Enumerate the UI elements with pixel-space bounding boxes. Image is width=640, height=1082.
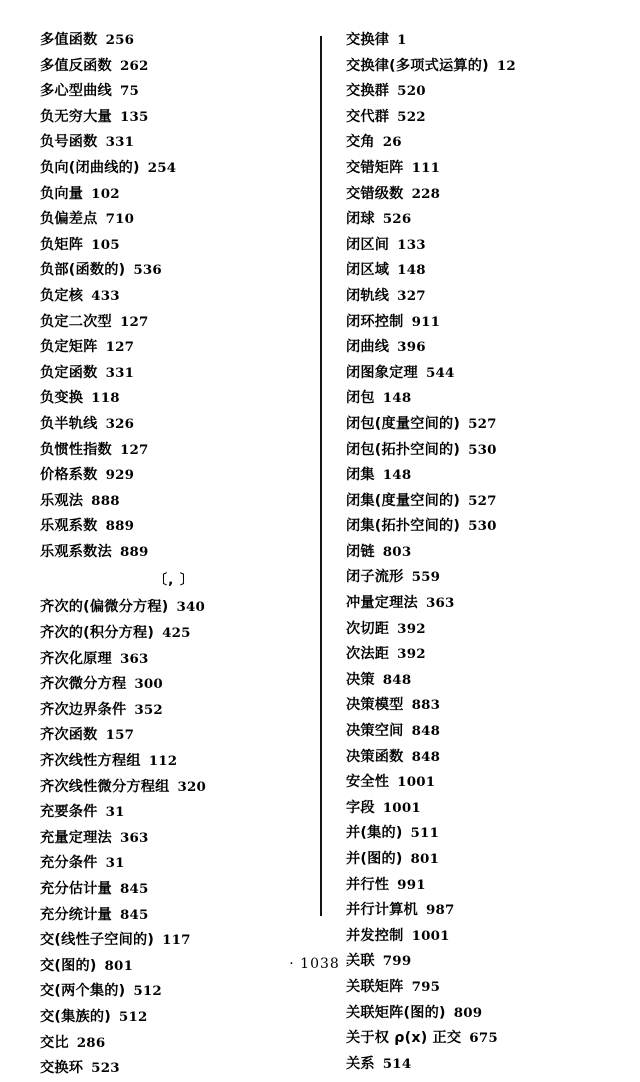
entry-page-number: 801 bbox=[410, 851, 440, 867]
entry-page-number: 228 bbox=[411, 185, 441, 202]
index-entry bbox=[40, 672, 308, 698]
entry-term: 闭曲线 bbox=[346, 339, 390, 356]
index-entry bbox=[346, 745, 610, 771]
entry-page-number: 31 bbox=[105, 804, 125, 821]
entry-page-number: 845 bbox=[119, 906, 149, 923]
left-entries-before-mark bbox=[40, 28, 308, 565]
entry-term: 闭子流形 bbox=[346, 569, 404, 586]
entry-term: 乐观法 bbox=[40, 492, 84, 509]
index-entry bbox=[346, 207, 610, 233]
entry-term: 闭集 bbox=[346, 467, 375, 484]
index-entry bbox=[346, 796, 610, 822]
right-entries bbox=[346, 28, 610, 1077]
entry-term: 多值函数 bbox=[40, 32, 98, 48]
index-entry bbox=[40, 412, 308, 438]
entry-page-number: 848 bbox=[411, 748, 441, 765]
entry-page-number: 803 bbox=[382, 543, 412, 560]
entry-term: 闭包(度量空间的) bbox=[346, 415, 461, 432]
entry-term: 交错矩阵 bbox=[346, 159, 404, 176]
index-entry bbox=[346, 693, 610, 719]
entry-term: 充分统计量 bbox=[40, 906, 112, 923]
entry-term: 闭区域 bbox=[346, 262, 390, 279]
entry-page-number: 530 bbox=[468, 518, 497, 535]
entry-page-number: 559 bbox=[411, 569, 441, 586]
entry-page-number: 300 bbox=[134, 676, 163, 693]
entry-term: 齐次线性微分方程组 bbox=[40, 778, 170, 795]
entry-term: 交换律 bbox=[346, 32, 390, 48]
index-entry bbox=[346, 1026, 610, 1052]
entry-page-number: 512 bbox=[118, 1008, 148, 1025]
index-entry bbox=[40, 463, 308, 489]
entry-term: 负向(闭曲线的) bbox=[40, 159, 140, 176]
entry-page-number: 148 bbox=[382, 390, 412, 407]
entry-page-number: 527 bbox=[468, 415, 497, 432]
index-entry bbox=[346, 540, 610, 566]
entry-page-number: 883 bbox=[411, 697, 441, 714]
index-entry bbox=[346, 130, 610, 156]
index-entry bbox=[40, 723, 308, 749]
entry-term: 多心型曲线 bbox=[40, 83, 112, 100]
entry-page-number: 1001 bbox=[397, 774, 436, 791]
entry-term: 充量定理法 bbox=[40, 829, 112, 846]
entry-page-number: 544 bbox=[425, 364, 455, 381]
entry-page-number: 888 bbox=[91, 492, 120, 509]
index-entry bbox=[346, 79, 610, 105]
entry-term: 齐次化原理 bbox=[40, 650, 112, 667]
index-entry bbox=[40, 621, 308, 647]
entry-page-number: 352 bbox=[134, 701, 163, 718]
entry-term: 齐次边界条件 bbox=[40, 701, 127, 718]
index-entry bbox=[40, 514, 308, 540]
entry-page-number: 392 bbox=[397, 646, 426, 663]
entry-term: 交换律(多项式运算的) bbox=[346, 57, 489, 74]
entry-page-number: 433 bbox=[91, 287, 120, 304]
entry-page-number: 392 bbox=[397, 620, 426, 637]
entry-term: 关联矩阵 bbox=[346, 978, 404, 995]
index-entry bbox=[40, 698, 308, 724]
index-entry bbox=[346, 412, 610, 438]
entry-page-number: 148 bbox=[397, 262, 426, 279]
entry-term: 关联 bbox=[346, 953, 375, 970]
entry-term: 关系 bbox=[346, 1055, 375, 1072]
index-entry bbox=[346, 258, 610, 284]
entry-page-number: 31 bbox=[105, 855, 125, 872]
entry-term: 齐次的(偏微分方程) bbox=[40, 599, 169, 616]
entry-page-number: 133 bbox=[397, 236, 426, 253]
entry-term: 负定核 bbox=[40, 287, 84, 304]
index-entry bbox=[346, 463, 610, 489]
entry-page-number: 26 bbox=[382, 134, 402, 151]
entry-term: 交换环 bbox=[40, 1060, 84, 1077]
index-entry bbox=[40, 284, 308, 310]
entry-term: 闭区间 bbox=[346, 236, 390, 253]
entry-term: 闭图象定理 bbox=[346, 364, 418, 381]
index-entry bbox=[346, 821, 610, 847]
entry-page-number: 254 bbox=[147, 159, 177, 176]
entry-page-number: 127 bbox=[105, 339, 135, 356]
entry-page-number: 320 bbox=[177, 778, 207, 795]
entry-page-number: 848 bbox=[411, 723, 441, 740]
index-entry bbox=[40, 207, 308, 233]
entry-term: 负向量 bbox=[40, 185, 84, 202]
entry-page-number: 286 bbox=[76, 1034, 106, 1051]
entry-term: 并行计算机 bbox=[346, 902, 418, 919]
entry-page-number: 801 bbox=[104, 957, 134, 974]
section-mark: 〔, 〕 bbox=[153, 572, 195, 589]
index-entry bbox=[346, 591, 610, 617]
index-entry bbox=[40, 647, 308, 673]
entry-page-number: 795 bbox=[411, 978, 441, 995]
entry-page-number: 256 bbox=[105, 32, 135, 48]
index-entry bbox=[346, 514, 610, 540]
index-entry bbox=[40, 386, 308, 412]
entry-page-number: 929 bbox=[105, 467, 135, 484]
entry-page-number: 514 bbox=[382, 1055, 412, 1072]
entry-term: 负号函数 bbox=[40, 134, 98, 151]
entry-page-number: 520 bbox=[397, 83, 426, 100]
entry-term: 乐观系数 bbox=[40, 518, 98, 535]
index-entry bbox=[346, 770, 610, 796]
entry-page-number: 127 bbox=[119, 441, 149, 458]
entry-term: 闭轨线 bbox=[346, 287, 390, 304]
entry-term: 负惯性指数 bbox=[40, 441, 112, 458]
entry-term: 交错级数 bbox=[346, 185, 404, 202]
index-entry bbox=[40, 775, 308, 801]
entry-page-number: 1 bbox=[397, 32, 407, 48]
entry-page-number: 118 bbox=[91, 390, 120, 407]
entry-term: 交(图的) bbox=[40, 957, 97, 974]
index-entry bbox=[346, 54, 610, 80]
index-entry bbox=[346, 489, 610, 515]
entry-term: 字段 bbox=[346, 799, 375, 816]
entry-page-number: 157 bbox=[105, 727, 135, 744]
index-entry bbox=[40, 335, 308, 361]
index-entry bbox=[346, 642, 610, 668]
entry-term: 并行性 bbox=[346, 876, 390, 893]
index-entry bbox=[346, 565, 610, 591]
entry-term: 交(两个集的) bbox=[40, 983, 126, 1000]
index-entry bbox=[40, 1056, 308, 1082]
index-entry bbox=[40, 54, 308, 80]
entry-term: 交换群 bbox=[346, 83, 390, 100]
entry-page-number: 809 bbox=[453, 1004, 483, 1021]
entry-page-number: 425 bbox=[162, 625, 191, 642]
entry-term: 并(集的) bbox=[346, 825, 403, 842]
entry-page-number: 799 bbox=[382, 953, 412, 970]
index-entry bbox=[40, 979, 308, 1005]
entry-page-number: 675 bbox=[469, 1030, 498, 1047]
entry-term: 决策 bbox=[346, 671, 375, 688]
index-entry bbox=[346, 1001, 610, 1027]
index-entry bbox=[346, 156, 610, 182]
entry-page-number: 848 bbox=[382, 671, 412, 688]
index-entry bbox=[40, 233, 308, 259]
entry-page-number: 889 bbox=[105, 518, 135, 535]
index-entry bbox=[346, 873, 610, 899]
index-entry bbox=[40, 800, 308, 826]
entry-page-number: 512 bbox=[133, 983, 162, 1000]
entry-term: 交(集族的) bbox=[40, 1008, 111, 1025]
entry-term: 充分估计量 bbox=[40, 881, 112, 897]
index-entry bbox=[346, 847, 610, 873]
entry-term: 次切距 bbox=[346, 620, 390, 637]
entry-page-number: 991 bbox=[397, 876, 426, 893]
entry-page-number: 135 bbox=[119, 108, 149, 125]
index-entry bbox=[40, 79, 308, 105]
entry-page-number: 127 bbox=[119, 313, 149, 330]
index-entry bbox=[40, 877, 308, 903]
entry-page-number: 845 bbox=[119, 881, 149, 897]
entry-term: 交代群 bbox=[346, 108, 390, 125]
entry-term: 齐次微分方程 bbox=[40, 676, 127, 693]
entry-term: 闭包(拓扑空间的) bbox=[346, 441, 461, 458]
entry-page-number: 75 bbox=[119, 83, 139, 100]
entry-term: 负部(函数的) bbox=[40, 262, 126, 279]
index-entry bbox=[346, 233, 610, 259]
entry-term: 决策模型 bbox=[346, 697, 404, 714]
entry-page-number: 511 bbox=[410, 825, 440, 842]
index-entry bbox=[346, 719, 610, 745]
index-entry bbox=[346, 182, 610, 208]
entry-page-number: 911 bbox=[411, 313, 441, 330]
index-entry bbox=[40, 130, 308, 156]
entry-page-number: 1001 bbox=[411, 927, 450, 944]
index-entry bbox=[40, 28, 308, 54]
index-entry bbox=[346, 924, 610, 950]
entry-term: 负矩阵 bbox=[40, 236, 84, 253]
entry-page-number: 117 bbox=[162, 932, 191, 949]
entry-term: 并(图的) bbox=[346, 851, 403, 867]
index-entry bbox=[40, 310, 308, 336]
entry-term: 齐次的(积分方程) bbox=[40, 625, 155, 642]
index-entry bbox=[346, 438, 610, 464]
entry-page-number: 987 bbox=[425, 902, 455, 919]
entry-page-number: 340 bbox=[176, 599, 206, 616]
entry-page-number: 331 bbox=[105, 134, 135, 151]
entry-term: 多值反函数 bbox=[40, 57, 112, 74]
entry-page-number: 111 bbox=[411, 159, 441, 176]
entry-term: 价格系数 bbox=[40, 467, 98, 484]
entry-term: 齐次线性方程组 bbox=[40, 753, 141, 770]
entry-term: 充分条件 bbox=[40, 855, 98, 872]
page-number: · 1038 · bbox=[289, 956, 351, 972]
index-entry bbox=[40, 1005, 308, 1031]
index-entry bbox=[346, 335, 610, 361]
entry-page-number: 889 bbox=[119, 543, 149, 560]
index-entry bbox=[40, 851, 308, 877]
index-entry bbox=[40, 540, 308, 566]
entry-term: 负变换 bbox=[40, 390, 84, 407]
index-entry bbox=[346, 105, 610, 131]
index-entry bbox=[346, 617, 610, 643]
index-entry bbox=[346, 310, 610, 336]
entry-term: 闭包 bbox=[346, 390, 375, 407]
index-entry bbox=[40, 595, 308, 621]
index-entry bbox=[40, 489, 308, 515]
index-entry bbox=[40, 182, 308, 208]
entry-page-number: 710 bbox=[105, 211, 135, 228]
index-entry bbox=[346, 28, 610, 54]
column-divider bbox=[320, 36, 322, 916]
entry-term: 冲量定理法 bbox=[346, 595, 418, 612]
entry-term: 交(线性子空间的) bbox=[40, 932, 155, 949]
entry-term: 负半轨线 bbox=[40, 415, 98, 432]
entry-term: 负定函数 bbox=[40, 364, 98, 381]
entry-term: 充要条件 bbox=[40, 804, 98, 821]
index-entry bbox=[346, 1052, 610, 1078]
index-entry bbox=[346, 284, 610, 310]
index-entry bbox=[40, 749, 308, 775]
index-entry bbox=[40, 903, 308, 929]
entry-page-number: 148 bbox=[382, 467, 412, 484]
index-entry bbox=[40, 1031, 308, 1057]
entry-page-number: 396 bbox=[397, 339, 426, 356]
entry-page-number: 262 bbox=[119, 57, 149, 74]
entry-term: 闭球 bbox=[346, 211, 375, 228]
entry-term: 乐观系数法 bbox=[40, 543, 112, 560]
entry-page-number: 105 bbox=[91, 236, 120, 253]
entry-term: 负无穷大量 bbox=[40, 108, 112, 125]
entry-term: 安全性 bbox=[346, 774, 390, 791]
entry-page-number: 526 bbox=[382, 211, 412, 228]
index-entry bbox=[346, 668, 610, 694]
entry-term: 闭环控制 bbox=[346, 313, 404, 330]
entry-term: 闭链 bbox=[346, 543, 375, 560]
entry-page-number: 327 bbox=[397, 287, 426, 304]
entry-term: 闭集(度量空间的) bbox=[346, 492, 461, 509]
entry-page-number: 523 bbox=[91, 1060, 120, 1077]
index-entry bbox=[40, 361, 308, 387]
entry-term: 并发控制 bbox=[346, 927, 404, 944]
index-entry bbox=[40, 258, 308, 284]
entry-page-number: 522 bbox=[397, 108, 426, 125]
entry-term: 关于权 ρ(x) 正交 bbox=[346, 1030, 462, 1047]
entry-term: 齐次函数 bbox=[40, 727, 98, 744]
entry-term: 负定矩阵 bbox=[40, 339, 98, 356]
index-entry bbox=[40, 826, 308, 852]
entry-page-number: 363 bbox=[119, 650, 149, 667]
entry-page-number: 326 bbox=[105, 415, 135, 432]
entry-term: 关联矩阵(图的) bbox=[346, 1004, 446, 1021]
index-entry bbox=[346, 898, 610, 924]
index-entry bbox=[346, 361, 610, 387]
entry-page-number: 536 bbox=[133, 262, 162, 279]
entry-page-number: 331 bbox=[105, 364, 135, 381]
index-entry bbox=[346, 386, 610, 412]
entry-term: 负定二次型 bbox=[40, 313, 112, 330]
entry-term: 次法距 bbox=[346, 646, 390, 663]
left-entries-after-mark bbox=[40, 595, 308, 1081]
index-entry bbox=[40, 928, 308, 954]
entry-page-number: 102 bbox=[91, 185, 120, 202]
entry-page-number: 12 bbox=[496, 57, 516, 74]
entry-term: 决策空间 bbox=[346, 723, 404, 740]
entry-page-number: 1001 bbox=[382, 799, 421, 816]
entry-term: 交比 bbox=[40, 1034, 69, 1051]
index-entry bbox=[40, 105, 308, 131]
entry-page-number: 363 bbox=[119, 829, 149, 846]
entry-term: 闭集(拓扑空间的) bbox=[346, 518, 461, 535]
entry-page-number: 530 bbox=[468, 441, 497, 458]
entry-term: 交角 bbox=[346, 134, 375, 151]
index-entry bbox=[40, 438, 308, 464]
entry-page-number: 527 bbox=[468, 492, 497, 509]
entry-term: 负偏差点 bbox=[40, 211, 98, 228]
entry-page-number: 112 bbox=[148, 753, 178, 770]
entry-page-number: 363 bbox=[425, 595, 455, 612]
index-entry bbox=[40, 156, 308, 182]
entry-term: 决策函数 bbox=[346, 748, 404, 765]
